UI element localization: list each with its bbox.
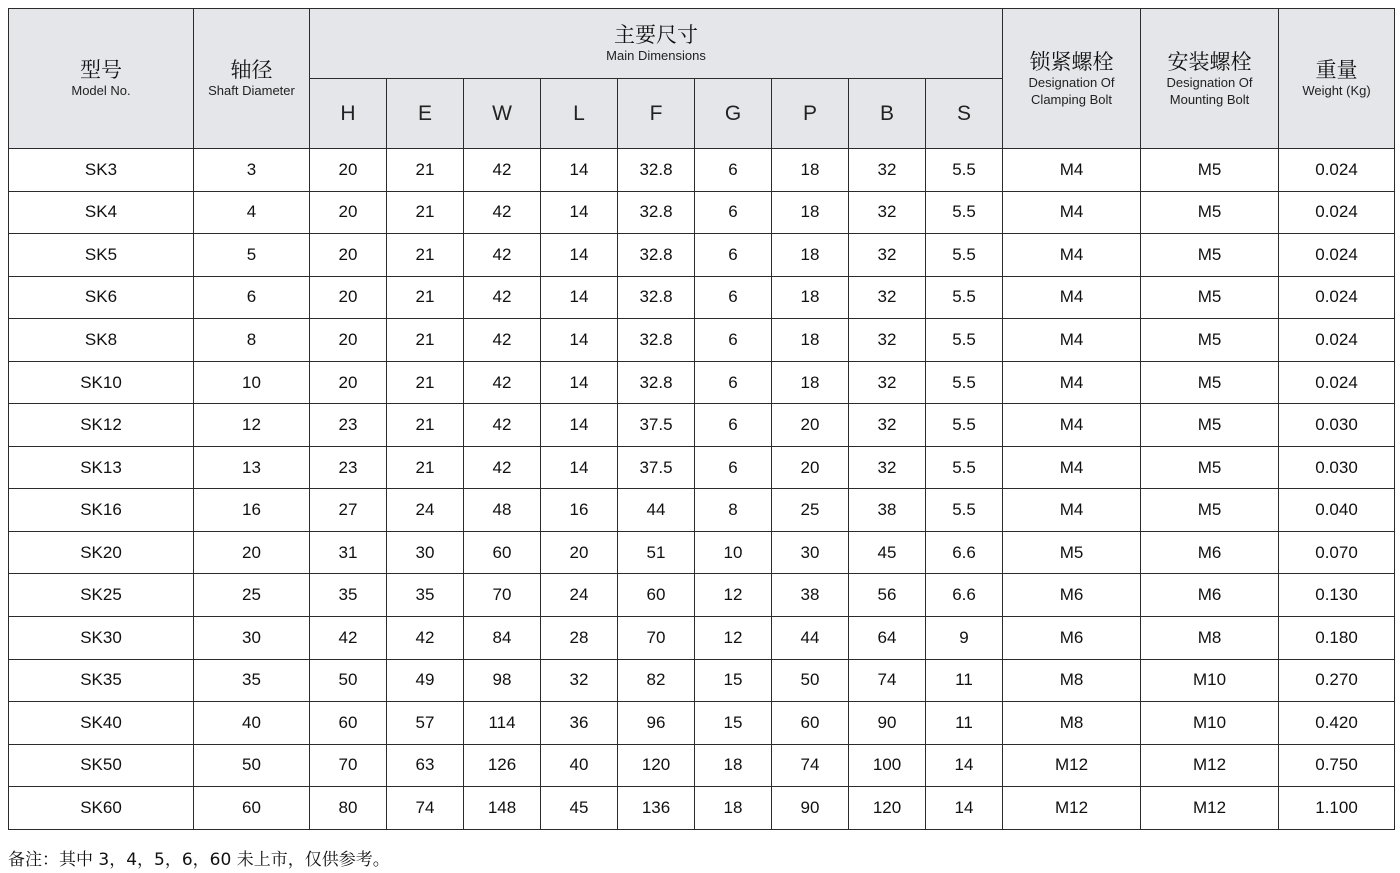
- table-cell: 6: [695, 234, 772, 277]
- table-body: [9, 149, 1395, 830]
- table-cell: 14: [541, 446, 618, 489]
- table-cell: 74: [772, 744, 849, 787]
- table-cell: 28: [541, 617, 618, 660]
- table-cell: 60: [618, 574, 695, 617]
- header-clamp-en2: Clamping Bolt: [1031, 91, 1112, 107]
- table-header: [9, 9, 1395, 149]
- table-cell: 35: [194, 659, 310, 702]
- table-cell: 18: [772, 276, 849, 319]
- table-row: [9, 319, 1395, 362]
- table-cell: 70: [618, 617, 695, 660]
- table-cell: 32.8: [618, 149, 695, 192]
- table-cell: 32: [849, 191, 926, 234]
- table-cell: 20: [772, 446, 849, 489]
- table-cell: 21: [387, 234, 464, 277]
- header-shaft-zh: 轴径: [230, 58, 273, 82]
- table-cell: 0.130: [1279, 574, 1395, 617]
- table-cell: 42: [464, 361, 541, 404]
- table-cell: 21: [387, 149, 464, 192]
- table-cell: 13: [194, 446, 310, 489]
- table-cell: SK50: [9, 744, 194, 787]
- header-row-top: [9, 9, 1395, 79]
- table-cell: M5: [1141, 276, 1279, 319]
- table-cell: 18: [695, 787, 772, 830]
- header-dim-l: L: [541, 79, 618, 149]
- table-row: [9, 276, 1395, 319]
- table-cell: M4: [1003, 489, 1141, 532]
- table-cell: M8: [1003, 702, 1141, 745]
- table-cell: 32: [849, 149, 926, 192]
- table-cell: 20: [541, 531, 618, 574]
- table-cell: 0.024: [1279, 276, 1395, 319]
- table-cell: 14: [541, 361, 618, 404]
- table-cell: 18: [772, 319, 849, 362]
- table-cell: 37.5: [618, 446, 695, 489]
- table-cell: 5.5: [926, 319, 1003, 362]
- table-cell: 5.5: [926, 446, 1003, 489]
- table-cell: 82: [618, 659, 695, 702]
- table-cell: 84: [464, 617, 541, 660]
- table-cell: 6: [695, 191, 772, 234]
- header-main-en: Main Dimensions: [606, 48, 706, 63]
- table-cell: 4: [194, 191, 310, 234]
- table-cell: M4: [1003, 276, 1141, 319]
- table-cell: M5: [1141, 319, 1279, 362]
- header-main-zh: 主要尺寸: [614, 23, 698, 47]
- table-cell: 20: [310, 234, 387, 277]
- table-cell: SK10: [9, 361, 194, 404]
- header-model: [9, 9, 194, 149]
- table-cell: 20: [310, 191, 387, 234]
- table-cell: M8: [1003, 659, 1141, 702]
- table-cell: M4: [1003, 234, 1141, 277]
- table-cell: 32: [849, 234, 926, 277]
- table-cell: 30: [194, 617, 310, 660]
- table-cell: 12: [194, 404, 310, 447]
- table-cell: 3: [194, 149, 310, 192]
- table-cell: M5: [1141, 191, 1279, 234]
- table-cell: 70: [464, 574, 541, 617]
- table-cell: 80: [310, 787, 387, 830]
- table-row: [9, 489, 1395, 532]
- table-cell: 42: [464, 234, 541, 277]
- table-cell: SK35: [9, 659, 194, 702]
- header-clamping-bolt: [1003, 9, 1141, 149]
- table-cell: 5.5: [926, 361, 1003, 404]
- table-cell: 32: [849, 276, 926, 319]
- header-dim-e: E: [387, 79, 464, 149]
- table-row: [9, 531, 1395, 574]
- table-cell: 25: [194, 574, 310, 617]
- table-cell: 36: [541, 702, 618, 745]
- table-cell: 60: [772, 702, 849, 745]
- table-cell: 0.024: [1279, 319, 1395, 362]
- spec-table: [8, 8, 1395, 830]
- table-cell: 5.5: [926, 404, 1003, 447]
- table-cell: 0.024: [1279, 191, 1395, 234]
- table-cell: 20: [310, 361, 387, 404]
- table-cell: M4: [1003, 404, 1141, 447]
- header-dim-p: P: [772, 79, 849, 149]
- table-cell: SK40: [9, 702, 194, 745]
- table-cell: 45: [541, 787, 618, 830]
- table-cell: 18: [772, 234, 849, 277]
- table-cell: 6: [695, 446, 772, 489]
- header-mount-zh: 安装螺栓: [1167, 49, 1252, 74]
- table-cell: 10: [695, 531, 772, 574]
- table-cell: 90: [772, 787, 849, 830]
- table-row: [9, 191, 1395, 234]
- table-cell: 50: [310, 659, 387, 702]
- table-cell: 148: [464, 787, 541, 830]
- header-main-dimensions: [310, 9, 1003, 79]
- table-cell: 42: [310, 617, 387, 660]
- table-cell: 31: [310, 531, 387, 574]
- table-cell: 0.030: [1279, 446, 1395, 489]
- table-cell: 49: [387, 659, 464, 702]
- table-row: [9, 149, 1395, 192]
- table-cell: 20: [772, 404, 849, 447]
- table-row: [9, 659, 1395, 702]
- table-cell: SK25: [9, 574, 194, 617]
- table-cell: 60: [464, 531, 541, 574]
- table-cell: SK12: [9, 404, 194, 447]
- table-cell: M12: [1003, 787, 1141, 830]
- table-row: [9, 744, 1395, 787]
- table-cell: 6: [695, 276, 772, 319]
- table-cell: 32: [849, 319, 926, 362]
- table-cell: 6: [695, 404, 772, 447]
- table-cell: 14: [541, 276, 618, 319]
- table-cell: M5: [1141, 404, 1279, 447]
- table-cell: 25: [772, 489, 849, 532]
- header-clamp-zh: 锁紧螺栓: [1029, 49, 1114, 74]
- table-cell: 21: [387, 446, 464, 489]
- table-cell: SK3: [9, 149, 194, 192]
- table-cell: 42: [464, 446, 541, 489]
- header-dim-b: B: [849, 79, 926, 149]
- header-dim-f: F: [618, 79, 695, 149]
- table-cell: SK8: [9, 319, 194, 362]
- table-cell: 1.100: [1279, 787, 1395, 830]
- table-cell: 32.8: [618, 276, 695, 319]
- table-cell: 21: [387, 404, 464, 447]
- table-cell: M5: [1141, 446, 1279, 489]
- table-cell: 120: [618, 744, 695, 787]
- header-clamp-en1: Designation Of: [1028, 74, 1115, 90]
- table-cell: M12: [1141, 787, 1279, 830]
- table-cell: 51: [618, 531, 695, 574]
- table-cell: 14: [541, 319, 618, 362]
- table-row: [9, 234, 1395, 277]
- table-cell: 42: [464, 319, 541, 362]
- table-cell: M12: [1003, 744, 1141, 787]
- table-cell: 14: [541, 404, 618, 447]
- header-model-en: Model No.: [71, 83, 131, 98]
- table-cell: M10: [1141, 659, 1279, 702]
- header-weight-zh: 重量: [1315, 58, 1358, 82]
- table-cell: 42: [464, 404, 541, 447]
- table-cell: M4: [1003, 446, 1141, 489]
- table-cell: 100: [849, 744, 926, 787]
- table-cell: 5.5: [926, 489, 1003, 532]
- table-cell: M6: [1003, 574, 1141, 617]
- table-cell: 23: [310, 446, 387, 489]
- table-cell: 0.024: [1279, 234, 1395, 277]
- table-cell: 8: [695, 489, 772, 532]
- table-cell: 48: [464, 489, 541, 532]
- table-cell: M12: [1141, 744, 1279, 787]
- table-cell: 20: [310, 319, 387, 362]
- table-cell: 6: [695, 149, 772, 192]
- table-cell: 6: [695, 319, 772, 362]
- table-cell: 14: [926, 787, 1003, 830]
- header-dim-w: W: [464, 79, 541, 149]
- table-cell: SK60: [9, 787, 194, 830]
- header-dim-g: G: [695, 79, 772, 149]
- table-cell: 0.024: [1279, 361, 1395, 404]
- table-row: [9, 361, 1395, 404]
- table-cell: 98: [464, 659, 541, 702]
- header-shaft-en: Shaft Diameter: [208, 83, 295, 98]
- table-row: [9, 787, 1395, 830]
- table-cell: 74: [849, 659, 926, 702]
- table-cell: 42: [464, 191, 541, 234]
- table-cell: 44: [772, 617, 849, 660]
- table-cell: 40: [194, 702, 310, 745]
- table-cell: 70: [310, 744, 387, 787]
- table-cell: 14: [541, 149, 618, 192]
- table-row: [9, 617, 1395, 660]
- table-cell: 57: [387, 702, 464, 745]
- table-cell: 12: [695, 617, 772, 660]
- table-cell: 18: [772, 191, 849, 234]
- table-cell: 60: [194, 787, 310, 830]
- table-cell: 32: [541, 659, 618, 702]
- table-cell: SK16: [9, 489, 194, 532]
- header-mount-en1: Designation Of: [1166, 74, 1253, 90]
- table-cell: 5.5: [926, 234, 1003, 277]
- table-cell: SK13: [9, 446, 194, 489]
- table-cell: 64: [849, 617, 926, 660]
- footnote: 备注：其中 3，4，5，6，60 未上市，仅供参考。: [8, 850, 390, 870]
- table-cell: 0.420: [1279, 702, 1395, 745]
- table-cell: M5: [1141, 489, 1279, 532]
- table-cell: 27: [310, 489, 387, 532]
- table-cell: 6: [695, 361, 772, 404]
- table-cell: 32: [849, 361, 926, 404]
- table-cell: 20: [310, 149, 387, 192]
- table-cell: 14: [541, 234, 618, 277]
- table-cell: 0.030: [1279, 404, 1395, 447]
- table-cell: 11: [926, 659, 1003, 702]
- header-model-zh: 型号: [80, 58, 122, 82]
- table-cell: M5: [1141, 234, 1279, 277]
- table-cell: 38: [849, 489, 926, 532]
- table-cell: SK4: [9, 191, 194, 234]
- table-cell: 32.8: [618, 191, 695, 234]
- table-cell: 18: [772, 149, 849, 192]
- table-cell: M8: [1141, 617, 1279, 660]
- table-cell: 9: [926, 617, 1003, 660]
- table-cell: 6: [194, 276, 310, 319]
- table-cell: 5: [194, 234, 310, 277]
- table-cell: 42: [387, 617, 464, 660]
- table-row: [9, 702, 1395, 745]
- table-cell: 15: [695, 659, 772, 702]
- table-cell: 5.5: [926, 276, 1003, 319]
- table-cell: 18: [772, 361, 849, 404]
- table-cell: 44: [618, 489, 695, 532]
- table-cell: 10: [194, 361, 310, 404]
- header-mount-en2: Mounting Bolt: [1169, 91, 1250, 107]
- table-cell: 0.750: [1279, 744, 1395, 787]
- table-cell: 96: [618, 702, 695, 745]
- table-cell: 42: [464, 149, 541, 192]
- table-cell: 35: [387, 574, 464, 617]
- table-cell: 20: [194, 531, 310, 574]
- table-cell: 32.8: [618, 361, 695, 404]
- table-cell: 50: [194, 744, 310, 787]
- table-cell: 0.070: [1279, 531, 1395, 574]
- table-cell: M4: [1003, 319, 1141, 362]
- table-cell: 32: [849, 446, 926, 489]
- table-cell: 38: [772, 574, 849, 617]
- table-cell: 40: [541, 744, 618, 787]
- table-cell: 42: [464, 276, 541, 319]
- table-cell: M10: [1141, 702, 1279, 745]
- table-cell: 45: [849, 531, 926, 574]
- table-cell: 0.180: [1279, 617, 1395, 660]
- table-cell: 74: [387, 787, 464, 830]
- table-cell: 21: [387, 276, 464, 319]
- table-cell: 32.8: [618, 319, 695, 362]
- table-cell: 5.5: [926, 191, 1003, 234]
- table-cell: 21: [387, 361, 464, 404]
- table-cell: 30: [772, 531, 849, 574]
- header-shaft: [194, 9, 310, 149]
- table-cell: 5.5: [926, 149, 1003, 192]
- table-cell: 50: [772, 659, 849, 702]
- table-cell: 37.5: [618, 404, 695, 447]
- header-dim-s: S: [926, 79, 1003, 149]
- table-cell: 11: [926, 702, 1003, 745]
- table-cell: 0.040: [1279, 489, 1395, 532]
- table-cell: 90: [849, 702, 926, 745]
- table-cell: 20: [310, 276, 387, 319]
- header-weight: [1279, 9, 1395, 149]
- table-cell: 16: [194, 489, 310, 532]
- table-cell: 120: [849, 787, 926, 830]
- table-cell: 0.024: [1279, 149, 1395, 192]
- table-cell: 126: [464, 744, 541, 787]
- table-cell: 14: [926, 744, 1003, 787]
- table-cell: SK5: [9, 234, 194, 277]
- table-cell: 32.8: [618, 234, 695, 277]
- table-cell: 35: [310, 574, 387, 617]
- table-cell: 12: [695, 574, 772, 617]
- header-mounting-bolt: [1141, 9, 1279, 149]
- table-cell: M4: [1003, 361, 1141, 404]
- table-cell: 30: [387, 531, 464, 574]
- header-dim-h: H: [310, 79, 387, 149]
- table-cell: 8: [194, 319, 310, 362]
- table-cell: 21: [387, 191, 464, 234]
- table-cell: SK6: [9, 276, 194, 319]
- table-cell: M5: [1141, 361, 1279, 404]
- table-cell: 6.6: [926, 531, 1003, 574]
- table-cell: 16: [541, 489, 618, 532]
- header-weight-en: Weight (Kg): [1302, 83, 1371, 98]
- table-cell: 21: [387, 319, 464, 362]
- table-cell: M6: [1141, 574, 1279, 617]
- table-cell: M4: [1003, 191, 1141, 234]
- table-cell: 114: [464, 702, 541, 745]
- table-cell: M6: [1141, 531, 1279, 574]
- table-cell: 136: [618, 787, 695, 830]
- table-cell: M5: [1141, 149, 1279, 192]
- table-cell: 6.6: [926, 574, 1003, 617]
- table-cell: 15: [695, 702, 772, 745]
- table-cell: 24: [541, 574, 618, 617]
- table-cell: M5: [1003, 531, 1141, 574]
- table-cell: 63: [387, 744, 464, 787]
- table-cell: 18: [695, 744, 772, 787]
- table-cell: 56: [849, 574, 926, 617]
- table-cell: SK30: [9, 617, 194, 660]
- table-row: [9, 404, 1395, 447]
- table-cell: 23: [310, 404, 387, 447]
- table-cell: 24: [387, 489, 464, 532]
- table-cell: SK20: [9, 531, 194, 574]
- table-cell: 0.270: [1279, 659, 1395, 702]
- table-row: [9, 446, 1395, 489]
- table-cell: M6: [1003, 617, 1141, 660]
- table-row: [9, 574, 1395, 617]
- table-cell: 14: [541, 191, 618, 234]
- table-cell: M4: [1003, 149, 1141, 192]
- table-cell: 60: [310, 702, 387, 745]
- table-cell: 32: [849, 404, 926, 447]
